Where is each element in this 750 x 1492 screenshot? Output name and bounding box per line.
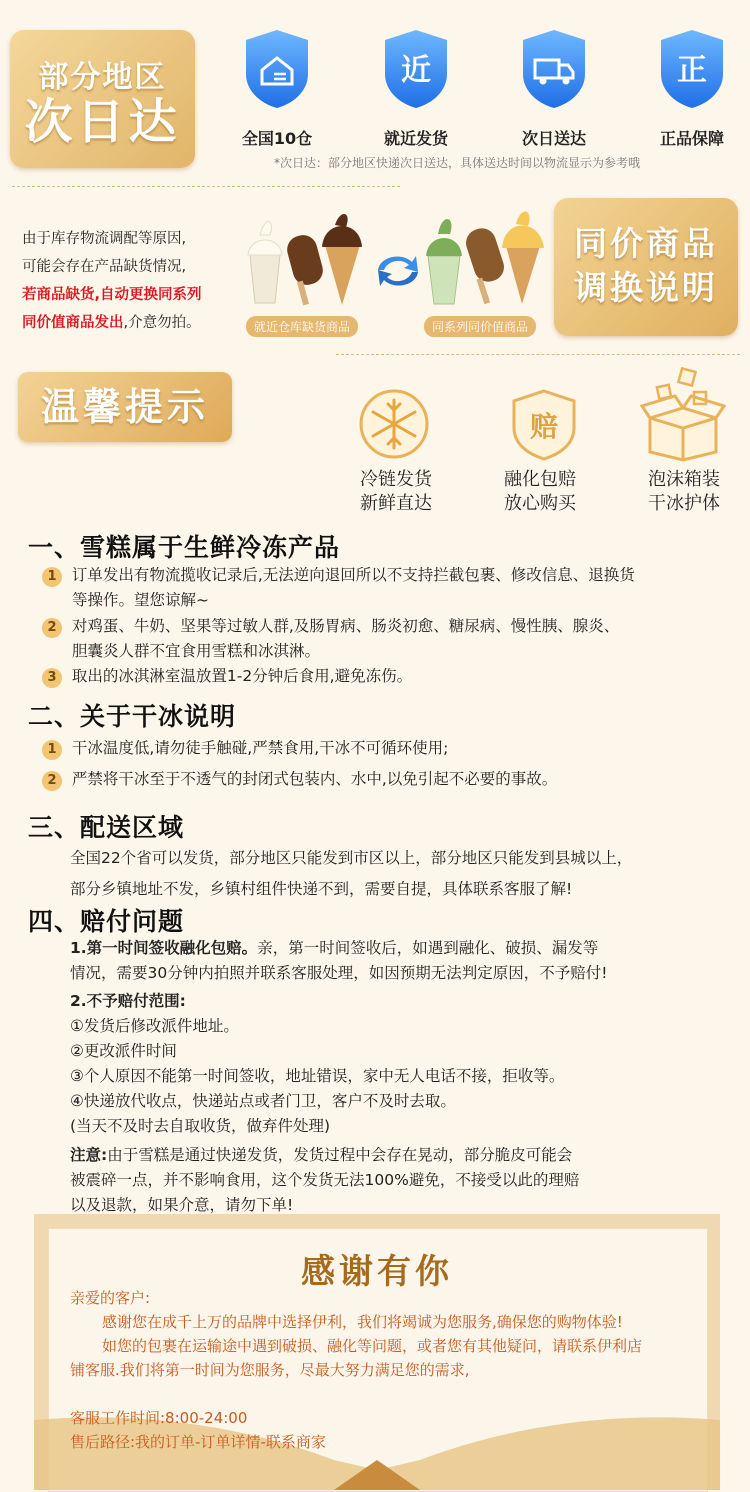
nearby-icon [383,28,449,114]
tip-cold-chain [326,468,466,516]
item-text: 订单发出有物流揽收记录后,无法逆向退回所以不支持拦截包裹、修改信息、退换货 [71,566,635,584]
section2-item-2 [42,767,742,792]
swap-description [22,225,252,337]
swap-line1: 由于库存物流调配等原因, [22,231,187,247]
divider [12,186,400,187]
swap-arrows-icon [372,248,424,298]
tip-melt-compensation [470,468,610,516]
service-hours: 客服工作时间:8:00-24:00 [70,1409,248,1427]
item-text: 取出的冰淇淋室温放置1-2分钟后食用,避免冻伤。 [71,667,413,685]
thanks-greeting: 亲爱的客户: [70,1289,151,1307]
item-text: 干冰温度低,请勿徒手触碰,严禁食用,干冰不可循环使用; [71,739,449,757]
section2-item-1 [42,736,742,761]
out-of-stock-icecream-image [240,205,370,314]
number-badge: 2 [42,771,62,791]
thanks-line1: 感谢您在成千上万的品牌中选择伊利，我们将竭诚为您服务,确保您的购物体验! [102,1313,623,1331]
svg-text:正: 正 [677,53,707,88]
after-sales-route: 售后路径:我的订单-订单详情-联系商家 [70,1433,326,1451]
tip-cold-chain-line1: 冷链发货 [360,469,432,490]
replacement-icecream-image [418,200,550,314]
thanks-message [70,1286,710,1454]
tip-cold-chain-line2: 新鲜直达 [360,493,432,514]
section3-text [70,843,740,905]
badge-line2: 次日达 [24,94,181,150]
item-text: 胆囊炎人群不宜食用雪糕和冰淇淋。 [72,642,321,660]
foam-box-icon [640,366,726,466]
section4-text [70,936,740,1218]
number-badge: 3 [42,668,62,688]
thanks-title: 感谢有你 [301,1252,453,1292]
swap-line2: 可能会存在产品缺货情况, [22,259,187,275]
note-label: 注意: [70,1146,108,1164]
svg-text:赔: 赔 [529,410,559,443]
divider [336,354,740,355]
snowflake-icon [358,388,430,464]
no-compensation-item: ④快递放代收点，快递站点或者门卫，客户不及时去取。 [70,1092,456,1110]
item-text: 对鸡蛋、牛奶、坚果等过敏人群,及肠胃病、肠炎初愈、糖尿病、慢性胰、腺炎、 [71,617,620,635]
tip-foam-line2: 干冰护体 [648,493,720,514]
truck-icon [521,28,587,114]
next-day-note: *次日达：部分地区快递次日送达，具体送达时间以物流显示为参考哦 [274,156,641,170]
note-text: 以及退款，如果介意，请勿下单! [70,1196,294,1214]
feature-label-nearby: 就近发货 [383,129,448,148]
swap-line3: 若商品缺货,自动更换同系列 [22,287,202,303]
section2-title: 二、关于干冰说明 [28,702,237,731]
swap-line4-red: 同价值商品发出 [22,315,124,331]
no-compensation-title: 2.不予赔付范围: [70,992,186,1010]
svg-text:近: 近 [401,53,431,88]
compensation-rule-text2: 情况，需要30分钟内拍照并联系客服处理，如因预期无法判定原因，不予赔付! [70,964,608,982]
section1-title: 一、雪糕属于生鲜冷冻产品 [28,533,341,562]
genuine-icon [659,28,725,114]
section1-item-1 [42,563,742,613]
section3-line2: 部分乡镇地址不发，乡镇村组件快递不到，需要自提，具体联系客服了解! [70,880,573,898]
note-text: 被震碎一点，并不影响食用，这个发货无法100%避免，不接受以此的理赔 [70,1171,580,1189]
compensation-icon [508,388,580,466]
number-badge: 2 [42,618,62,638]
item-text: 严禁将干冰至于不透气的封闭式包装内、水中,以免引起不必要的事故。 [71,770,558,788]
section1-item-3 [42,664,742,689]
no-compensation-item: ①发货后修改派件地址。 [70,1017,239,1035]
price-swap-line1: 同价商品 [574,224,718,263]
feature-label-genuine: 正品保障 [659,129,724,148]
note-text: 由于雪糕是通过快递发货，发货过程中会存在晃动，部分脆皮可能会 [107,1146,573,1164]
tip-foam-line1: 泡沫箱装 [648,469,720,490]
section1-item-2 [42,614,742,664]
price-swap-badge [554,198,738,336]
section3-title: 三、配送区域 [28,813,185,842]
section3-line1: 全国22个省可以发货，部分地区只能发到市区以上，部分地区只能发到县城以上， [70,849,633,867]
warm-tips-title: 温馨提示 [18,372,232,442]
compensation-rule-text: 亲，第一时间签收后，如遇到融化、破损、漏发等 [257,939,599,957]
no-compensation-item: (当天不及时去自取收货，做弃件处理) [70,1117,331,1135]
feature-label-next-day: 次日送达 [521,129,586,148]
swap-line4-rest: ,介意勿拍。 [123,315,201,331]
badge-line1: 部分地区 [38,60,167,95]
tip-foam-box [614,468,750,516]
item-text: 等操作。望您谅解~ [72,591,209,609]
tip-melt-line2: 放心购买 [504,493,576,514]
no-compensation-item: ②更改派件时间 [70,1042,177,1060]
next-day-badge [10,30,195,168]
price-swap-line2: 调换说明 [574,268,718,307]
thanks-line3: 铺客服.我们将第一时间为您服务，尽最大努力满足您的需求, [70,1361,470,1379]
replacement-label: 同系列同价值商品 [424,316,536,337]
number-badge: 1 [42,567,62,587]
tip-melt-line1: 融化包赔 [504,469,576,490]
out-of-stock-label: 就近仓库缺货商品 [246,316,358,337]
thanks-line2: 如您的包裹在运输途中遇到破损、融化等问题，或者您有其他疑问，请联系伊利店 [102,1337,643,1355]
section4-title: 四、赔付问题 [28,907,185,936]
warehouse-icon [244,28,310,114]
no-compensation-item: ③个人原因不能第一时间签收，地址错误，家中无人电话不接，拒收等。 [70,1067,565,1085]
feature-label-warehouses: 全国10仓 [241,129,313,148]
number-badge: 1 [42,740,62,760]
compensation-rule-title: 1.第一时间签收融化包赔。 [70,939,258,957]
